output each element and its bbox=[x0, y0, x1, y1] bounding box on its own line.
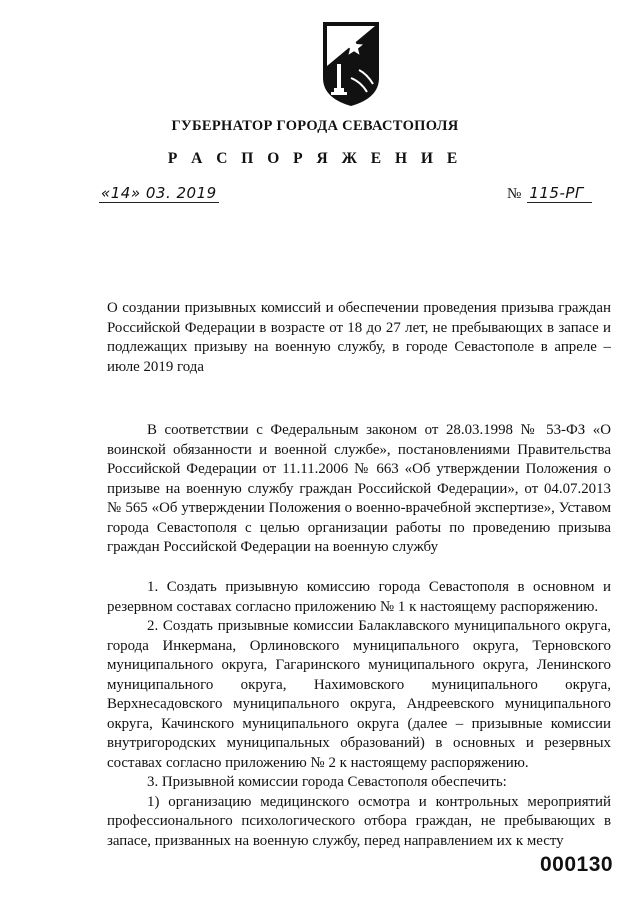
document-type-heading: Р А С П О Р Я Ж Е Н И Е bbox=[167, 150, 463, 167]
document-number bbox=[507, 183, 592, 203]
order-subitem-3-1: 1) организацию медицинского осмотра и контрольных мероприятий профессионального психологического отбора граждан, не пребывающих в запасе, призванных на военную службу, перед направлением их к месту bbox=[107, 793, 611, 849]
order-item-2: 2. Создать призывные комиссии Балаклавского муниципального округа, города Инкермана, Орлиновского муниципального округа, Терновского муниципального округа, Гагаринского муниципального округа, Ленинского муниципального округа, Нахимовского муниципального округа, Верхнесадовского муниципального округа, Андреевского муниципального округа, Качинского муниципального округа (далее – призывные комиссии внутригородских муниципальных образований) в основных и резервных составах согласно приложению № 2 к настоящему распоряжению. bbox=[107, 618, 611, 771]
number-sign: № bbox=[507, 186, 522, 202]
order-items bbox=[107, 578, 611, 851]
sevastopol-coat-of-arms-icon bbox=[321, 20, 381, 108]
order-item-1: 1. Создать призывную комиссию города Севастополя в основном и резервном составах согласно приложению № 1 к настоящему распоряжению. bbox=[107, 579, 611, 615]
date-value: «14» 03. 2019 bbox=[101, 184, 217, 202]
governor-heading: ГУБЕРНАТОР ГОРОДА СЕВАСТОПОЛЯ bbox=[171, 118, 459, 134]
document-subject: О создании призывных комиссий и обеспечении проведения призыва граждан Российской Федерации в возрасте от 18 до 27 лет, не пребывающих в запасе и подлежащих призыву на военную службу, в городе Севастополе в апреле – июле 2019 года bbox=[107, 300, 611, 375]
document-date bbox=[99, 183, 219, 203]
number-value: 115-РГ bbox=[527, 184, 591, 203]
document-serial-number: 000130 bbox=[540, 853, 614, 876]
preamble-paragraph: В соответствии с Федеральным законом от 28.03.1998 № 53-ФЗ «О воинской обязанности и военной службе», постановлениями Правительства Российской Федерации от 11.11.2006 № 663 «Об утверждении Положения о призыве на военную службу граждан Российской Федерации», от 04.07.2013 № 565 «Об утверждении Положения о военно-врачебной экспертизе», Уставом города Севастополя с целью организации работы по проведению призыва граждан Российской Федерации на военную службу bbox=[107, 422, 611, 555]
order-item-3: 3. Призывной комиссии города Севастополя обеспечить: bbox=[147, 774, 507, 790]
